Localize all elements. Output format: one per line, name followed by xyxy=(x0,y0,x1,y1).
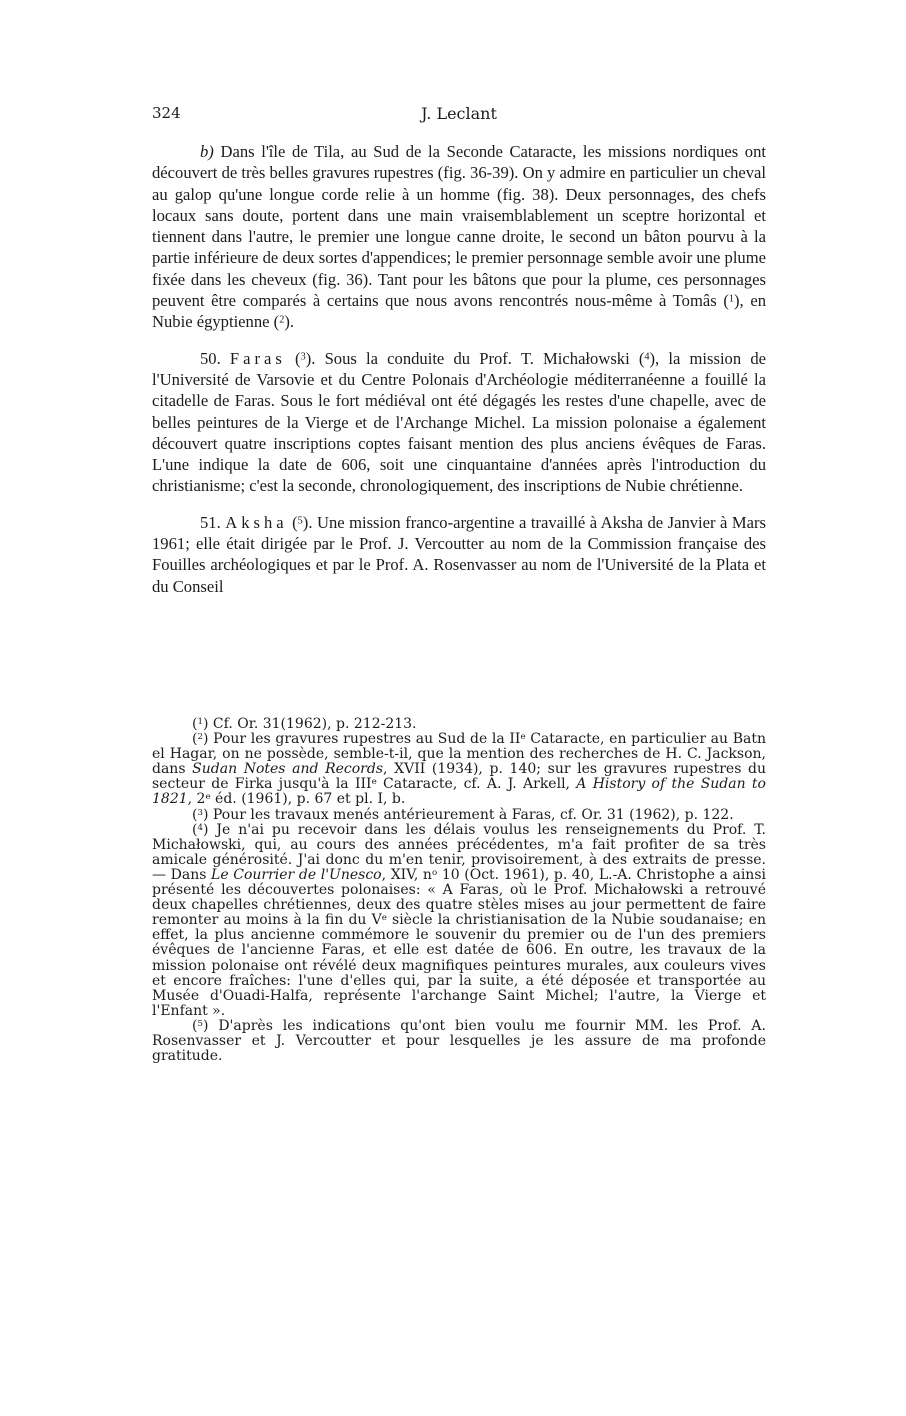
footnote-4: ($^4$) Je n'ai pu recevoir dans les délais voulus les renseignements du Prof. T. Michałowski, qui, au cours des années précédentes, m'a fait profiter de sa très amicale générosité. J'ai donc du m'en tenir, provisoirement, à des extraits de presse. — Dans Le Courrier de l'Unesco, XIV, $n^o$ 10 (Oct. 1961), p. 40, L.-A. Christophe a ainsi présenté les découvertes polonaises: « A Faras, où le Prof. Michałowski a retrouvé deux chapelles chrétiennes, deux des quatre stèles mises au jour permettent de faire remonter au moins à la fin du Ve siècle la christianisation de la Nubie soudanaise; en effet, la plus ancienne commémore le souvenir du premier ou de l'un des premiers évêques de l'ancienne Faras, et elle est datée de 606. En outre, les travaux de la mission polonaise ont révélé deux magnifiques peintures murales, aux couleurs vives et encore fraîches: l'une d'elles qui, par la suite, a été déposée et transportée au Musée d'Ouadi-Halfa, représente l'archange Saint Michel; l'autre, la Vierge et l'Enfant ». xyxy=(152,821,766,1019)
footnote-number: 2 xyxy=(197,732,203,743)
journal-title: Le Courrier de l'Unesco xyxy=(211,866,382,883)
section-number: 51. xyxy=(200,512,221,532)
footnote-number: 1 xyxy=(197,717,203,728)
section-place: Aksha xyxy=(225,512,288,532)
footnote-ref: 5 xyxy=(297,515,303,527)
journal-title: Sudan Notes and Records xyxy=(192,761,384,778)
book-title: A History of the Sudan to 1821 xyxy=(152,776,766,808)
section-number: 50. xyxy=(200,348,221,368)
footnote-2: ($^2$) Pour les gravures rupestres au Sud de la IIe Cataracte, en particulier au Batn el Hagar, on ne possède, semble-t-il, que la mention des recherches de H. C. Jackson, dans Sudan Notes and Records, XVII (1934), p. 140; sur les gravures rupestres du secteur de Firka jusqu'à la IIIe Cataracte, cf. A. J. Arkell, A History of the Sudan to 1821, 2e éd. (1961), p. 67 et pl. I, b. xyxy=(152,731,766,808)
paragraph-faras: 50. Faras ($^3$). Sous la conduite du Prof. T. Michałowski ($^4$), la mission de l'Université de Varsovie et du Centre Polonais d'Archéologie méditerranéenne a fouillé la citadelle de Faras. Sous le fort médiéval ont été dégagés les restes d'une chapelle, avec de belles peintures de la Vierge et de l'Archange Michel. La mission polonaise a également découvert quatre inscriptions coptes faisant mention des plus anciens évêques de Faras. L'une indique la date de 606, soit une cinquantaine d'années après l'introduction du christianisme; c'est la seconde, chronologiquement, des inscriptions de Nubie chrétienne. xyxy=(152,348,766,496)
footnotes xyxy=(152,717,766,1064)
footnote-ref: 1 xyxy=(728,293,734,305)
running-head: J. Leclant xyxy=(421,104,497,123)
page-header xyxy=(152,104,766,126)
paragraph-tila: b) Dans l'île de Tila, au Sud de la Seconde Cataracte, les missions nordiques ont découvert de très belles gravures rupestres (fig. 36-39). On y admire en particulier un cheval au galop qu'une longue corde relie à un homme (fig. 38). Deux personnages, des chefs locaux sans doute, portent dans une main vraisemblablement un sceptre horizontal et tiennent dans l'autre, le premier une longue canne droite, le second un bâton pourvu à la partie inférieure de deux sortes d'appendices; le premier personnage semble avoir une plume fixée dans les cheveux (fig. 36). Tant pour les bâtons que pour la plume, ces personnages peuvent être comparés à certains que nous avons rencontrés nous-même à Tomâs ($^1$), en Nubie égyptienne ($^2$). xyxy=(152,142,766,332)
paragraph-aksha: 51. Aksha ($^5$). Une mission franco-argentine a travaillé à Aksha de Janvier à Mars 1961; elle était dirigée par le Prof. J. Vercoutter au nom de la Commission française des Fouilles archéologiques et par le Prof. A. Rosenvasser au nom de l'Université de la Plata et du Conseil xyxy=(152,512,766,596)
footnote-ref: 2 xyxy=(279,314,285,326)
paragraph-label: b) xyxy=(200,142,214,161)
footnote-1: ($^1$) Cf. Or. 31(1962), p. 212-213. xyxy=(192,716,417,732)
footnote-5: ($^5$) D'après les indications qu'ont bien voulu me fournir MM. les Prof. A. Rosenvasser et J. Vercoutter et pour lesquelles je les assure de ma profonde gratitude. xyxy=(152,1017,766,1065)
page-number: 324 xyxy=(152,104,181,122)
section-place: Faras xyxy=(229,348,286,368)
footnote-ref: 3 xyxy=(300,351,306,363)
footnote-number: 5 xyxy=(197,1018,203,1029)
footnote-number: 3 xyxy=(197,807,203,818)
body-text xyxy=(152,141,766,612)
footnote-ref: 4 xyxy=(644,351,650,363)
footnote-3: ($^3$) Pour les travaux menés antérieurement à Faras, cf. Or. 31 (1962), p. 122. xyxy=(192,806,734,823)
footnote-number: 4 xyxy=(197,822,203,833)
